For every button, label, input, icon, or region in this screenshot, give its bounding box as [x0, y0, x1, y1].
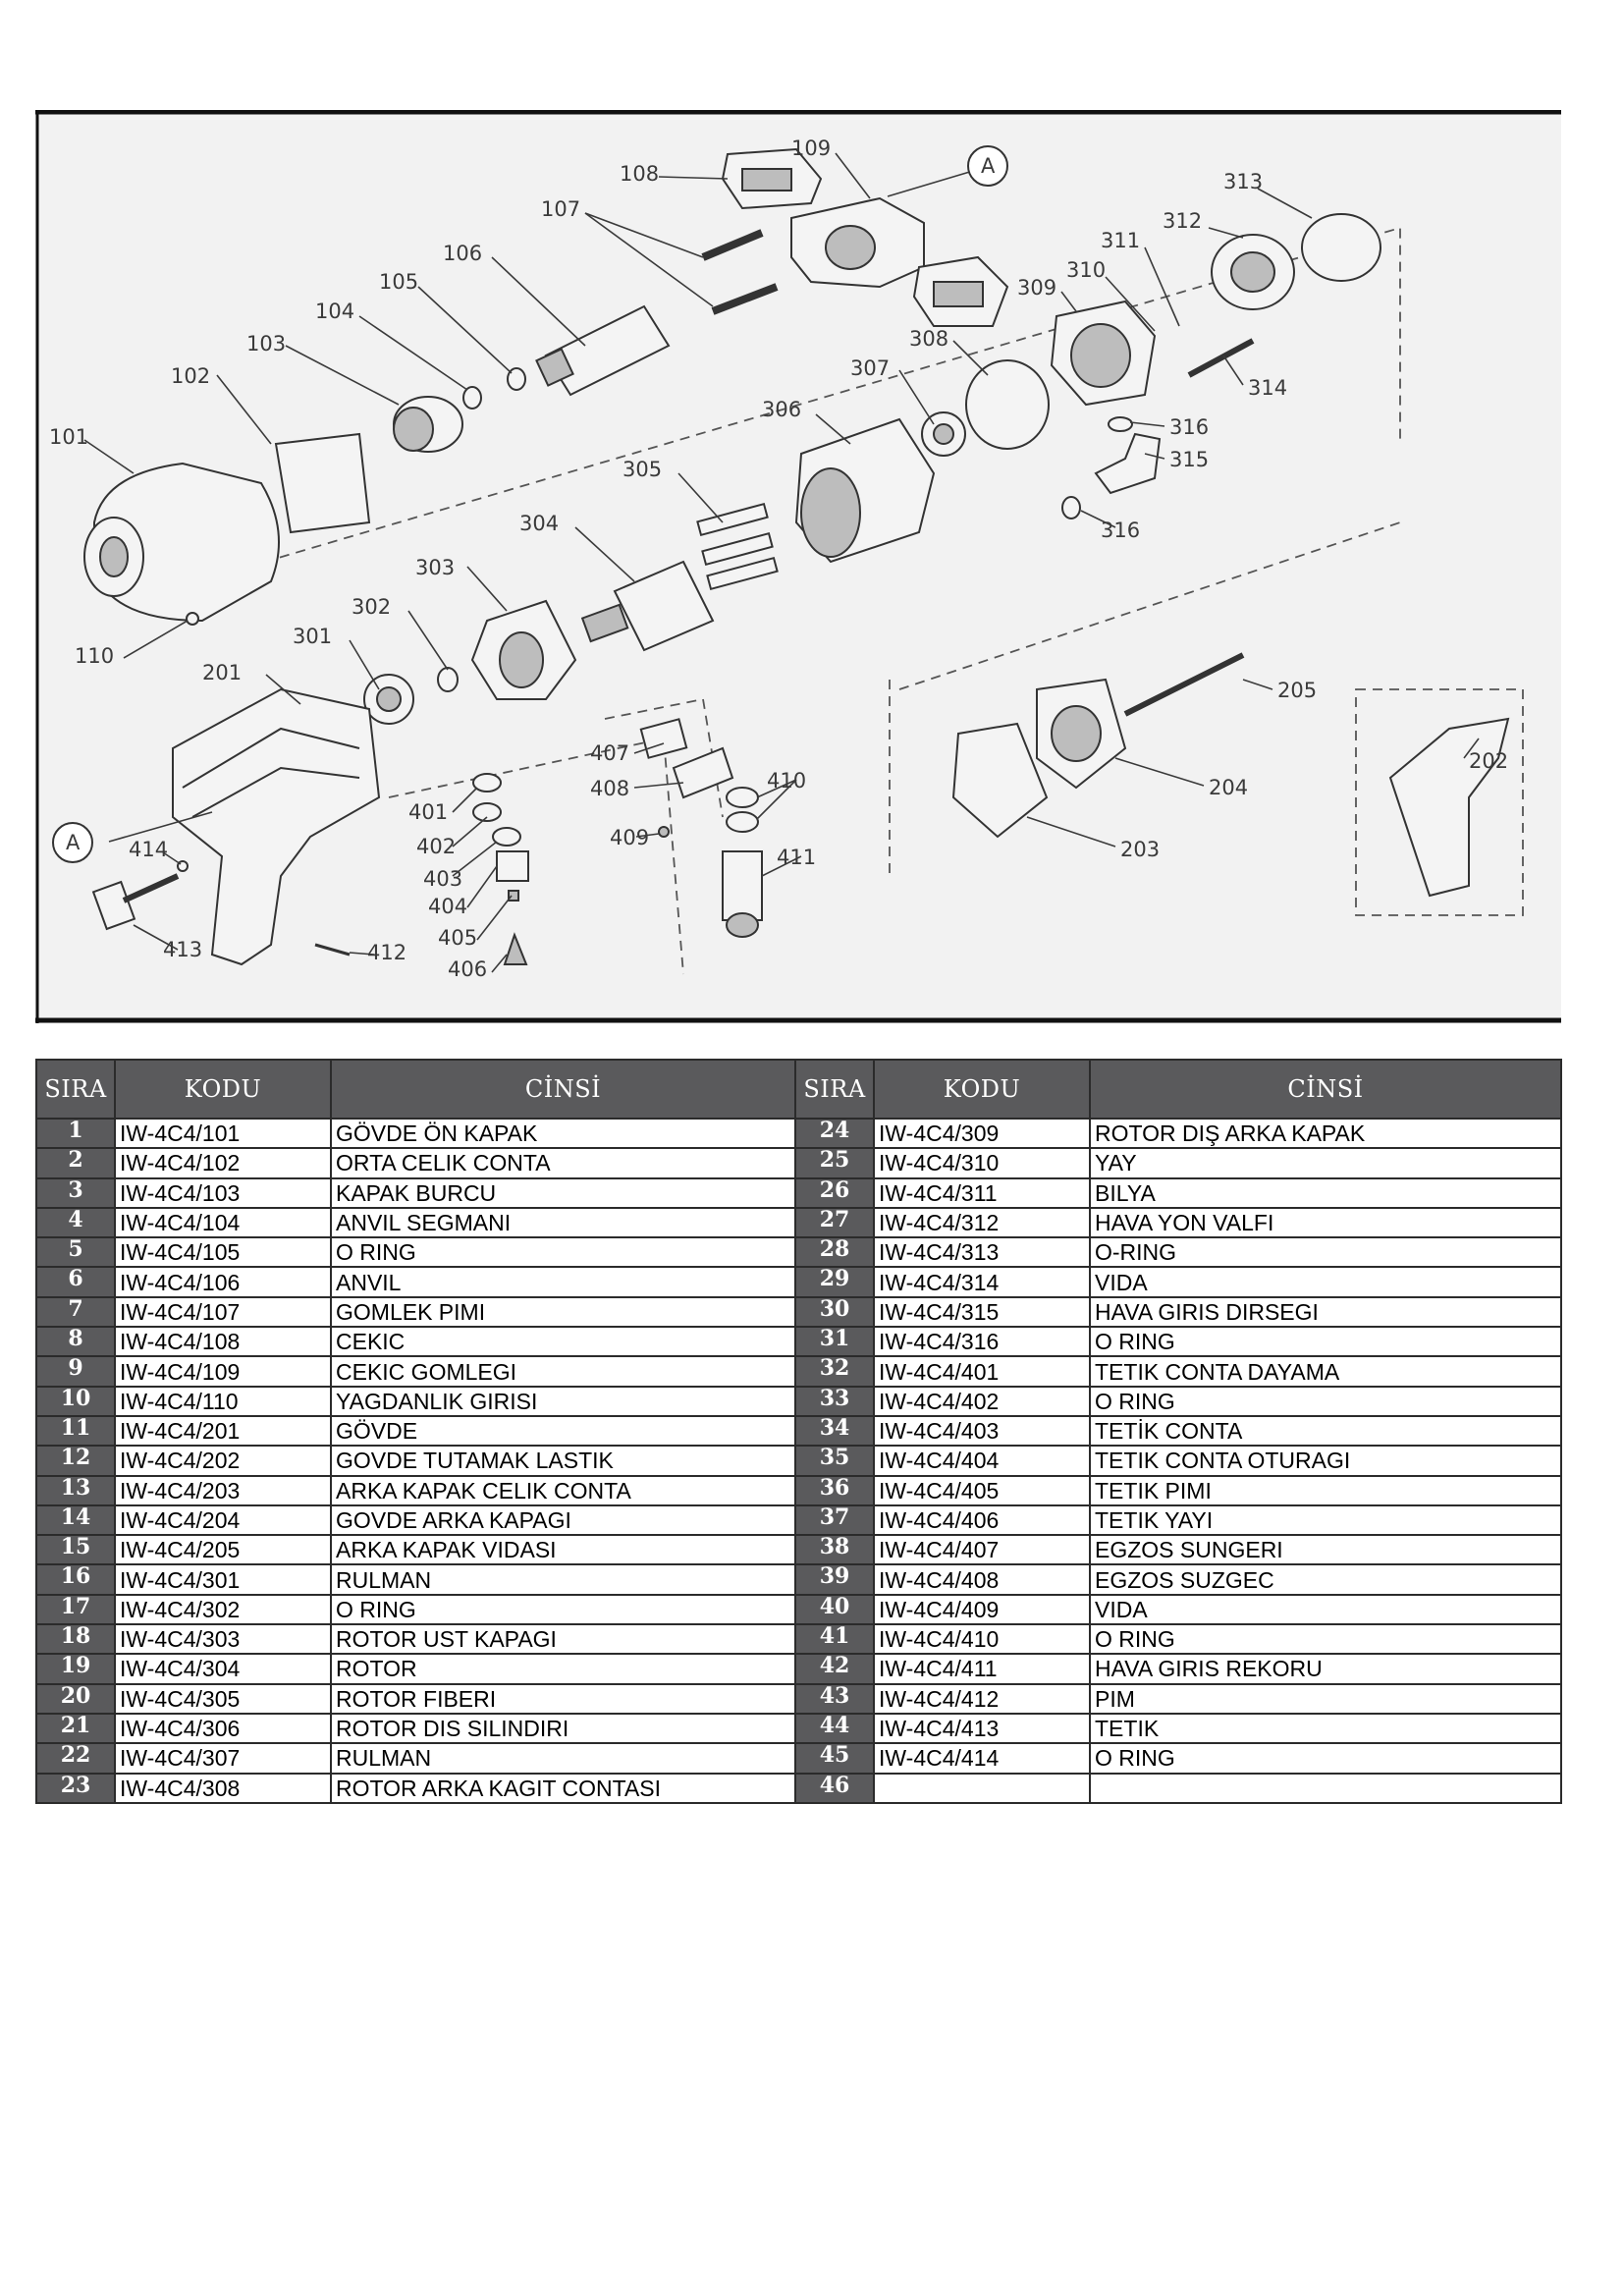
- part-name-right: TETIK CONTA DAYAMA: [1090, 1356, 1561, 1386]
- label-110: 110: [75, 644, 115, 668]
- row-number: 2: [36, 1148, 115, 1177]
- part-name-right: TETIK YAYI: [1090, 1505, 1561, 1535]
- row-number-right: 46: [795, 1774, 874, 1803]
- label-202: 202: [1469, 749, 1509, 773]
- part-name-right: VIDA: [1090, 1595, 1561, 1624]
- part-code-right: IW-4C4/409: [874, 1595, 1090, 1624]
- table-row: [36, 1505, 1561, 1535]
- table-row: [36, 1535, 1561, 1564]
- row-number: 7: [36, 1297, 115, 1327]
- row-number-right: 24: [795, 1119, 874, 1148]
- label-107: 107: [541, 197, 581, 221]
- label-406: 406: [448, 957, 488, 981]
- part-103-bushing: [394, 397, 462, 452]
- row-number-right: 38: [795, 1535, 874, 1564]
- label-407: 407: [590, 741, 630, 765]
- table-row: [36, 1297, 1561, 1327]
- part-name-right: HAVA GIRIS DIRSEGI: [1090, 1297, 1561, 1327]
- part-name: ANVIL SEGMANI: [331, 1208, 795, 1237]
- part-code-right: IW-4C4/314: [874, 1267, 1090, 1296]
- label-410: 410: [767, 769, 807, 793]
- table-row: [36, 1476, 1561, 1505]
- label-409: 409: [610, 826, 650, 849]
- label-a-top: A: [981, 154, 996, 178]
- label-301: 301: [293, 625, 333, 648]
- row-number: 21: [36, 1714, 115, 1743]
- part-code: IW-4C4/308: [115, 1774, 331, 1803]
- part-code: IW-4C4/302: [115, 1595, 331, 1624]
- row-number-right: 37: [795, 1505, 874, 1535]
- part-code-right: IW-4C4/408: [874, 1564, 1090, 1594]
- part-name-right: TETIK: [1090, 1714, 1561, 1743]
- label-312: 312: [1163, 209, 1203, 233]
- part-name-right: YAY: [1090, 1148, 1561, 1177]
- row-number-right: 36: [795, 1476, 874, 1505]
- part-name-right: PIM: [1090, 1684, 1561, 1714]
- row-number-right: 39: [795, 1564, 874, 1594]
- row-number: 18: [36, 1624, 115, 1654]
- part-code: IW-4C4/109: [115, 1356, 331, 1386]
- label-310: 310: [1066, 258, 1107, 282]
- label-203: 203: [1120, 838, 1161, 861]
- label-308: 308: [909, 327, 949, 351]
- part-name-right: VIDA: [1090, 1267, 1561, 1296]
- part-code-right: IW-4C4/407: [874, 1535, 1090, 1564]
- part-name: YAGDANLIK GIRISI: [331, 1387, 795, 1416]
- row-number: 14: [36, 1505, 115, 1535]
- label-108: 108: [620, 162, 660, 186]
- row-number: 16: [36, 1564, 115, 1594]
- part-code-right: IW-4C4/402: [874, 1387, 1090, 1416]
- table-row: [36, 1416, 1561, 1446]
- header-kodu-right: KODU: [874, 1060, 1090, 1119]
- part-code-right: IW-4C4/310: [874, 1148, 1090, 1177]
- row-number: 9: [36, 1356, 115, 1386]
- exploded-parts-diagram: [35, 110, 1561, 1023]
- label-105: 105: [379, 270, 419, 294]
- table-row: [36, 1654, 1561, 1683]
- table-row: [36, 1774, 1561, 1803]
- table-row: [36, 1684, 1561, 1714]
- part-name: RULMAN: [331, 1564, 795, 1594]
- row-number-right: 30: [795, 1297, 874, 1327]
- part-code-right: IW-4C4/406: [874, 1505, 1090, 1535]
- part-307-bearing: [922, 412, 965, 456]
- part-316-oring-a: [1109, 417, 1132, 431]
- row-number: 15: [36, 1535, 115, 1564]
- part-code-right: [874, 1774, 1090, 1803]
- row-number: 6: [36, 1267, 115, 1296]
- row-number-right: 34: [795, 1416, 874, 1446]
- part-301-bearing: [364, 675, 413, 724]
- part-name: CEKIC: [331, 1327, 795, 1356]
- part-code: IW-4C4/205: [115, 1535, 331, 1564]
- part-code: IW-4C4/203: [115, 1476, 331, 1505]
- table-row: [36, 1446, 1561, 1475]
- part-name-right: TETIK PIMI: [1090, 1476, 1561, 1505]
- table-row: [36, 1743, 1561, 1773]
- part-code: IW-4C4/304: [115, 1654, 331, 1683]
- part-code: IW-4C4/306: [115, 1714, 331, 1743]
- row-number-right: 44: [795, 1714, 874, 1743]
- row-number: 20: [36, 1684, 115, 1714]
- part-name: ARKA KAPAK VIDASI: [331, 1535, 795, 1564]
- label-109: 109: [791, 137, 832, 160]
- table-row: [36, 1327, 1561, 1356]
- part-313-oring: [1302, 214, 1380, 281]
- label-403: 403: [423, 867, 463, 891]
- row-number: 1: [36, 1119, 115, 1148]
- row-number: 3: [36, 1178, 115, 1208]
- row-number: 23: [36, 1774, 115, 1803]
- part-code: IW-4C4/201: [115, 1416, 331, 1446]
- label-412: 412: [367, 941, 407, 964]
- table-row: [36, 1267, 1561, 1296]
- row-number-right: 32: [795, 1356, 874, 1386]
- row-number: 5: [36, 1237, 115, 1267]
- part-code: IW-4C4/202: [115, 1446, 331, 1475]
- label-102: 102: [171, 364, 211, 388]
- label-411: 411: [777, 846, 817, 869]
- row-number-right: 28: [795, 1237, 874, 1267]
- row-number-right: 40: [795, 1595, 874, 1624]
- label-313: 313: [1223, 170, 1264, 193]
- label-405: 405: [438, 926, 478, 950]
- part-name: ARKA KAPAK CELIK CONTA: [331, 1476, 795, 1505]
- table-row: [36, 1714, 1561, 1743]
- part-code: IW-4C4/106: [115, 1267, 331, 1296]
- label-104: 104: [315, 300, 355, 323]
- row-number-right: 27: [795, 1208, 874, 1237]
- part-code: IW-4C4/307: [115, 1743, 331, 1773]
- label-302: 302: [352, 595, 392, 619]
- header-kodu: KODU: [115, 1060, 331, 1119]
- part-code-right: IW-4C4/309: [874, 1119, 1090, 1148]
- label-204: 204: [1209, 776, 1249, 799]
- part-name: GOVDE ARKA KAPAGI: [331, 1505, 795, 1535]
- label-303: 303: [415, 556, 456, 579]
- row-number: 11: [36, 1416, 115, 1446]
- part-name-right: ROTOR DIŞ ARKA KAPAK: [1090, 1119, 1561, 1148]
- label-304: 304: [519, 512, 560, 535]
- label-401: 401: [408, 800, 449, 824]
- label-404: 404: [428, 895, 468, 918]
- part-102-gasket: [276, 434, 369, 532]
- part-name-right: TETİK CONTA: [1090, 1416, 1561, 1446]
- row-number-right: 41: [795, 1624, 874, 1654]
- part-name-right: O-RING: [1090, 1237, 1561, 1267]
- label-314: 314: [1248, 376, 1288, 400]
- part-name: O RING: [331, 1237, 795, 1267]
- label-201: 201: [202, 661, 243, 684]
- part-code-right: IW-4C4/410: [874, 1624, 1090, 1654]
- part-name: KAPAK BURCU: [331, 1178, 795, 1208]
- part-code: IW-4C4/303: [115, 1624, 331, 1654]
- part-code: IW-4C4/107: [115, 1297, 331, 1327]
- label-402: 402: [416, 835, 457, 858]
- part-name-right: TETIK CONTA OTURAGI: [1090, 1446, 1561, 1475]
- table-row: [36, 1564, 1561, 1594]
- label-a-bottom: A: [66, 831, 81, 854]
- row-number-right: 31: [795, 1327, 874, 1356]
- part-name-right: HAVA YON VALFI: [1090, 1208, 1561, 1237]
- part-code-right: IW-4C4/412: [874, 1684, 1090, 1714]
- part-name-right: O RING: [1090, 1624, 1561, 1654]
- row-number-right: 25: [795, 1148, 874, 1177]
- row-number-right: 35: [795, 1446, 874, 1475]
- label-316-bottom: 316: [1101, 519, 1141, 542]
- label-311: 311: [1101, 229, 1141, 252]
- part-name: GÖVDE ÖN KAPAK: [331, 1119, 795, 1148]
- part-name: ANVIL: [331, 1267, 795, 1296]
- part-code-right: IW-4C4/405: [874, 1476, 1090, 1505]
- row-number: 8: [36, 1327, 115, 1356]
- parts-table: [35, 1059, 1562, 1804]
- table-row: [36, 1178, 1561, 1208]
- table-row: [36, 1595, 1561, 1624]
- part-104-ring: [463, 387, 481, 409]
- part-302-oring: [438, 668, 458, 691]
- table-row: [36, 1387, 1561, 1416]
- table-header-row: [36, 1060, 1561, 1119]
- row-number: 10: [36, 1387, 115, 1416]
- header-cinsi-right: CİNSİ: [1090, 1060, 1561, 1119]
- part-312-air-valve: [1212, 235, 1294, 309]
- label-413: 413: [163, 938, 203, 961]
- part-name-right: O RING: [1090, 1387, 1561, 1416]
- part-316-oring-b: [1062, 497, 1080, 519]
- table-row: [36, 1237, 1561, 1267]
- label-307: 307: [850, 356, 891, 380]
- part-308-paper-gasket: [966, 360, 1049, 449]
- label-106: 106: [443, 242, 483, 265]
- part-code-right: IW-4C4/411: [874, 1654, 1090, 1683]
- label-101: 101: [49, 425, 89, 449]
- part-name: GÖVDE: [331, 1416, 795, 1446]
- part-name-right: O RING: [1090, 1743, 1561, 1773]
- part-code: IW-4C4/108: [115, 1327, 331, 1356]
- part-code-right: IW-4C4/414: [874, 1743, 1090, 1773]
- part-code: IW-4C4/301: [115, 1564, 331, 1594]
- part-code-right: IW-4C4/311: [874, 1178, 1090, 1208]
- header-sira: SIRA: [36, 1060, 115, 1119]
- part-code: IW-4C4/204: [115, 1505, 331, 1535]
- part-name: RULMAN: [331, 1743, 795, 1773]
- part-code: IW-4C4/305: [115, 1684, 331, 1714]
- table-row: [36, 1148, 1561, 1177]
- label-205: 205: [1277, 679, 1318, 702]
- part-code-right: IW-4C4/401: [874, 1356, 1090, 1386]
- part-code: IW-4C4/103: [115, 1178, 331, 1208]
- table-row: [36, 1624, 1561, 1654]
- part-code-right: IW-4C4/312: [874, 1208, 1090, 1237]
- part-name: ROTOR ARKA KAGIT CONTASI: [331, 1774, 795, 1803]
- part-code-right: IW-4C4/313: [874, 1237, 1090, 1267]
- label-306: 306: [762, 398, 802, 421]
- row-number-right: 45: [795, 1743, 874, 1773]
- row-number: 17: [36, 1595, 115, 1624]
- part-name-right: EGZOS SUNGERI: [1090, 1535, 1561, 1564]
- row-number: 4: [36, 1208, 115, 1237]
- row-number-right: 29: [795, 1267, 874, 1296]
- label-315: 315: [1169, 448, 1210, 471]
- part-code: IW-4C4/105: [115, 1237, 331, 1267]
- row-number-right: 42: [795, 1654, 874, 1683]
- part-name-right: [1090, 1774, 1561, 1803]
- label-305: 305: [623, 458, 663, 481]
- table-row: [36, 1356, 1561, 1386]
- label-103: 103: [246, 332, 287, 355]
- row-number-right: 26: [795, 1178, 874, 1208]
- table-row: [36, 1119, 1561, 1148]
- part-code-right: IW-4C4/316: [874, 1327, 1090, 1356]
- part-code-right: IW-4C4/404: [874, 1446, 1090, 1475]
- part-name-right: EGZOS SUZGEC: [1090, 1564, 1561, 1594]
- part-name: O RING: [331, 1595, 795, 1624]
- header-sira-right: SIRA: [795, 1060, 874, 1119]
- label-414: 414: [129, 838, 169, 861]
- label-309: 309: [1017, 276, 1057, 300]
- part-name: ROTOR FIBERI: [331, 1684, 795, 1714]
- part-name-right: HAVA GIRIS REKORU: [1090, 1654, 1561, 1683]
- part-name: ROTOR: [331, 1654, 795, 1683]
- header-cinsi: CİNSİ: [331, 1060, 795, 1119]
- row-number-right: 43: [795, 1684, 874, 1714]
- part-code-right: IW-4C4/315: [874, 1297, 1090, 1327]
- part-code: IW-4C4/110: [115, 1387, 331, 1416]
- part-name-right: O RING: [1090, 1327, 1561, 1356]
- part-code-right: IW-4C4/413: [874, 1714, 1090, 1743]
- row-number-right: 33: [795, 1387, 874, 1416]
- part-name: ROTOR DIS SILINDIRI: [331, 1714, 795, 1743]
- part-code: IW-4C4/104: [115, 1208, 331, 1237]
- part-name: GOMLEK PIMI: [331, 1297, 795, 1327]
- part-name: ORTA CELIK CONTA: [331, 1148, 795, 1177]
- row-number: 19: [36, 1654, 115, 1683]
- part-name: ROTOR UST KAPAGI: [331, 1624, 795, 1654]
- part-code: IW-4C4/102: [115, 1148, 331, 1177]
- row-number: 12: [36, 1446, 115, 1475]
- part-code: IW-4C4/101: [115, 1119, 331, 1148]
- part-name: CEKIC GOMLEGI: [331, 1356, 795, 1386]
- part-code-right: IW-4C4/403: [874, 1416, 1090, 1446]
- label-316-top: 316: [1169, 415, 1210, 439]
- row-number: 13: [36, 1476, 115, 1505]
- label-408: 408: [590, 777, 630, 800]
- row-number: 22: [36, 1743, 115, 1773]
- part-name: GOVDE TUTAMAK LASTIK: [331, 1446, 795, 1475]
- table-row: [36, 1208, 1561, 1237]
- part-name-right: BILYA: [1090, 1178, 1561, 1208]
